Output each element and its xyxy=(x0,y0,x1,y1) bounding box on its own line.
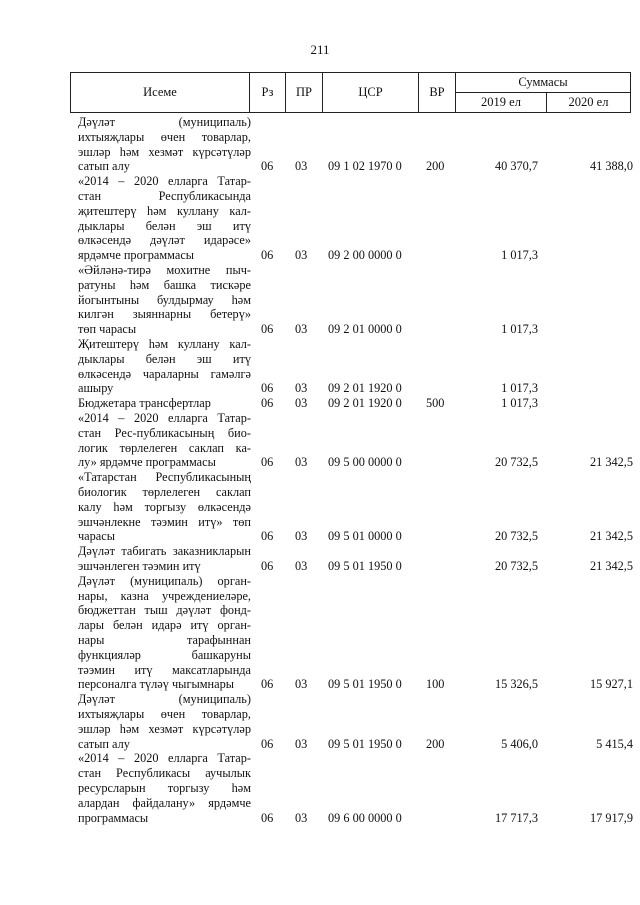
row-rz: 06 xyxy=(261,396,274,411)
row-name-line: өлкәсендә дәүләт идарәсе» xyxy=(78,233,251,248)
row-name-line: эшчәнлекне тәэмин итү» төп xyxy=(78,514,251,529)
row-name-line: килгән зыяннарны бетерү» xyxy=(78,307,251,322)
row-rz: 06 xyxy=(261,677,274,692)
row-name-line: ресурсларын торгызу һәм xyxy=(78,780,251,795)
row-pr: 03 xyxy=(295,677,308,692)
row-name-line: персоналга түләү чыгымнары xyxy=(78,677,234,692)
row-sum-2019: 20 732,5 xyxy=(494,558,538,573)
row-name xyxy=(78,470,251,544)
row-name-line: Дәүләт (муниципаль) xyxy=(78,115,251,129)
row-sum-2019: 20 732,5 xyxy=(494,529,538,544)
row-csr: 09 5 01 0000 0 xyxy=(328,529,402,544)
row-rz: 06 xyxy=(261,529,274,544)
row-name-line: Дәүләт (муниципаль) xyxy=(78,692,251,707)
row-name-line: ихтыяҗлары өчен товарлар, xyxy=(78,129,251,144)
row-name-line: нары тарафыннан xyxy=(78,632,251,647)
row-name-line: сатып алу xyxy=(78,736,130,751)
row-name-line: стан Рес-публикасының био- xyxy=(78,425,251,440)
header-2019: 2019 ел xyxy=(481,95,521,109)
row-name-line: функцияләр башкаруны xyxy=(78,647,251,662)
row-sum-2019: 1 017,3 xyxy=(501,248,538,263)
row-sum-2019: 17 717,3 xyxy=(494,810,538,825)
row-name-line: алардан файдалану» ярдәмче xyxy=(78,795,251,810)
row-vr: 200 xyxy=(426,736,445,751)
row-sum-2020: 5 415,4 xyxy=(596,736,633,751)
row-name-line: җитештерү һәм куллану кал- xyxy=(78,203,251,218)
row-name-line: логик төрлелеген саклап ка- xyxy=(78,440,251,455)
row-sum-2020: 21 342,5 xyxy=(589,455,633,470)
row-csr: 09 2 01 1920 0 xyxy=(328,381,402,396)
row-pr: 03 xyxy=(295,455,308,470)
row-sum-2020: 15 927,1 xyxy=(589,677,633,692)
row-pr: 03 xyxy=(295,248,308,263)
row-name-line: лу» ярдәмче программасы xyxy=(78,455,216,470)
row-name xyxy=(78,411,251,470)
row-rz: 06 xyxy=(261,736,274,751)
row-rz: 06 xyxy=(261,381,274,396)
row-pr: 03 xyxy=(295,558,308,573)
row-name-line: йогынтыны булдырмау һәм xyxy=(78,292,251,307)
row-pr: 03 xyxy=(295,529,308,544)
row-pr: 03 xyxy=(295,381,308,396)
row-pr: 03 xyxy=(295,736,308,751)
row-csr: 09 5 01 1950 0 xyxy=(328,736,402,751)
row-name-line: Җитештерү һәм куллану кал- xyxy=(78,337,251,351)
row-csr: 09 1 02 1970 0 xyxy=(328,159,402,174)
row-name-line: программасы xyxy=(78,810,149,825)
row-name-line: «Татарстан Республикасының xyxy=(78,470,251,485)
header-sums: Суммасы xyxy=(518,75,568,89)
row-csr: 09 5 00 0000 0 xyxy=(328,455,402,470)
row-vr: 100 xyxy=(426,677,445,692)
row-name-line: ратуны һәм башка тискәре xyxy=(78,277,251,292)
row-name-line: дыклары белән эш итү xyxy=(78,218,251,233)
row-sum-2020: 41 388,0 xyxy=(589,159,633,174)
table-row xyxy=(78,574,633,692)
table-row xyxy=(78,174,633,263)
row-name-line: тәэмин итү максатларында xyxy=(78,662,251,677)
row-name-line: бюджеттан тыш дәүләт фонд- xyxy=(78,603,251,618)
row-name-line: лары белән идарә итү орган- xyxy=(78,618,251,633)
row-name xyxy=(78,337,251,396)
row-sum-2019: 1 017,3 xyxy=(501,396,538,411)
row-name-line: эшчәнлеген тәэмин итү xyxy=(78,558,201,573)
row-csr: 09 6 00 0000 0 xyxy=(328,810,402,825)
row-name-line: эшләр һәм хезмәт күрсәтүләр xyxy=(78,144,251,159)
row-name-line: Дәүләт (муниципаль) орган- xyxy=(78,573,251,588)
row-name xyxy=(78,263,251,337)
row-vr: 500 xyxy=(426,396,445,411)
row-sum-2019: 40 370,7 xyxy=(494,159,538,174)
table-row xyxy=(78,411,633,470)
row-sum-2019: 1 017,3 xyxy=(501,322,538,337)
row-sum-2019: 20 732,5 xyxy=(494,455,538,470)
row-pr: 03 xyxy=(295,810,308,825)
row-name xyxy=(78,574,251,692)
row-rz: 06 xyxy=(261,248,274,263)
table-row xyxy=(78,692,633,751)
row-name-line: биологик төрлелеген саклап xyxy=(78,484,251,499)
row-name-line: «2014 – 2020 елларга Татар- xyxy=(78,174,251,189)
row-name-line: «2014 – 2020 елларга Татар- xyxy=(78,411,251,425)
row-name-line: дыклары белән эш итү xyxy=(78,351,251,366)
page-number: 211 xyxy=(310,42,330,57)
table-row xyxy=(78,396,633,411)
row-rz: 06 xyxy=(261,322,274,337)
header-name: Исеме xyxy=(143,85,177,99)
row-csr: 09 2 00 0000 0 xyxy=(328,248,402,263)
row-name xyxy=(78,544,251,574)
header-2020: 2020 ел xyxy=(568,95,609,109)
table-header xyxy=(70,72,631,113)
row-sum-2019: 1 017,3 xyxy=(501,381,538,396)
table-row xyxy=(78,751,633,825)
row-csr: 09 2 01 1920 0 xyxy=(328,396,402,411)
header-pr: ПР xyxy=(296,85,312,99)
row-name xyxy=(78,396,251,411)
row-name-line: «Әйләнә-тирә мохитне пыч- xyxy=(78,263,251,277)
row-name xyxy=(78,692,251,751)
row-name-line: өлкәсендә чараларны гамәлгә xyxy=(78,366,251,381)
row-name-line: ихтыяҗлары өчен товарлар, xyxy=(78,706,251,721)
row-name-line: «2014 – 2020 елларга Татар- xyxy=(78,751,251,766)
row-sum-2020: 21 342,5 xyxy=(589,558,633,573)
row-rz: 06 xyxy=(261,810,274,825)
row-pr: 03 xyxy=(295,159,308,174)
row-csr: 09 5 01 1950 0 xyxy=(328,677,402,692)
header-csr: ЦСР xyxy=(358,85,383,99)
row-name-line: ашыру xyxy=(78,381,114,396)
row-name-line: ярдәмче программасы xyxy=(78,248,195,263)
row-name-line: Дәүләт табигать заказникларын xyxy=(78,544,251,559)
table-row xyxy=(78,337,633,396)
row-sum-2020: 21 342,5 xyxy=(589,529,633,544)
row-sum-2019: 5 406,0 xyxy=(501,736,538,751)
table-row xyxy=(78,544,633,574)
table-row xyxy=(78,470,633,544)
row-name xyxy=(78,751,251,825)
row-pr: 03 xyxy=(295,322,308,337)
row-csr: 09 2 01 0000 0 xyxy=(328,322,402,337)
row-sum-2020: 17 917,9 xyxy=(589,810,633,825)
row-rz: 06 xyxy=(261,455,274,470)
row-vr: 200 xyxy=(426,159,445,174)
row-pr: 03 xyxy=(295,396,308,411)
table-row xyxy=(78,115,633,174)
row-name-line: Бюджетара трансфертлар xyxy=(78,396,211,411)
row-name xyxy=(78,115,251,174)
header-vr: ВР xyxy=(429,85,445,99)
row-rz: 06 xyxy=(261,558,274,573)
row-name-line: калу һәм торгызу өлкәсендә xyxy=(78,499,251,514)
row-name-line: стан Республикасында xyxy=(78,188,251,203)
row-name xyxy=(78,174,251,263)
row-name-line: төп чарасы xyxy=(78,322,137,337)
header-rz: Рз xyxy=(261,85,274,99)
row-sum-2019: 15 326,5 xyxy=(494,677,538,692)
row-name-line: эшләр һәм хезмәт күрсәтүләр xyxy=(78,721,251,736)
row-rz: 06 xyxy=(261,159,274,174)
row-name-line: чарасы xyxy=(78,529,115,544)
table-row xyxy=(78,263,633,337)
row-name-line: нары, казна учреждениеләре, xyxy=(78,588,251,603)
row-name-line: сатып алу xyxy=(78,159,130,174)
row-name-line: стан Республикасы аучылык xyxy=(78,766,251,781)
row-csr: 09 5 01 1950 0 xyxy=(328,558,402,573)
